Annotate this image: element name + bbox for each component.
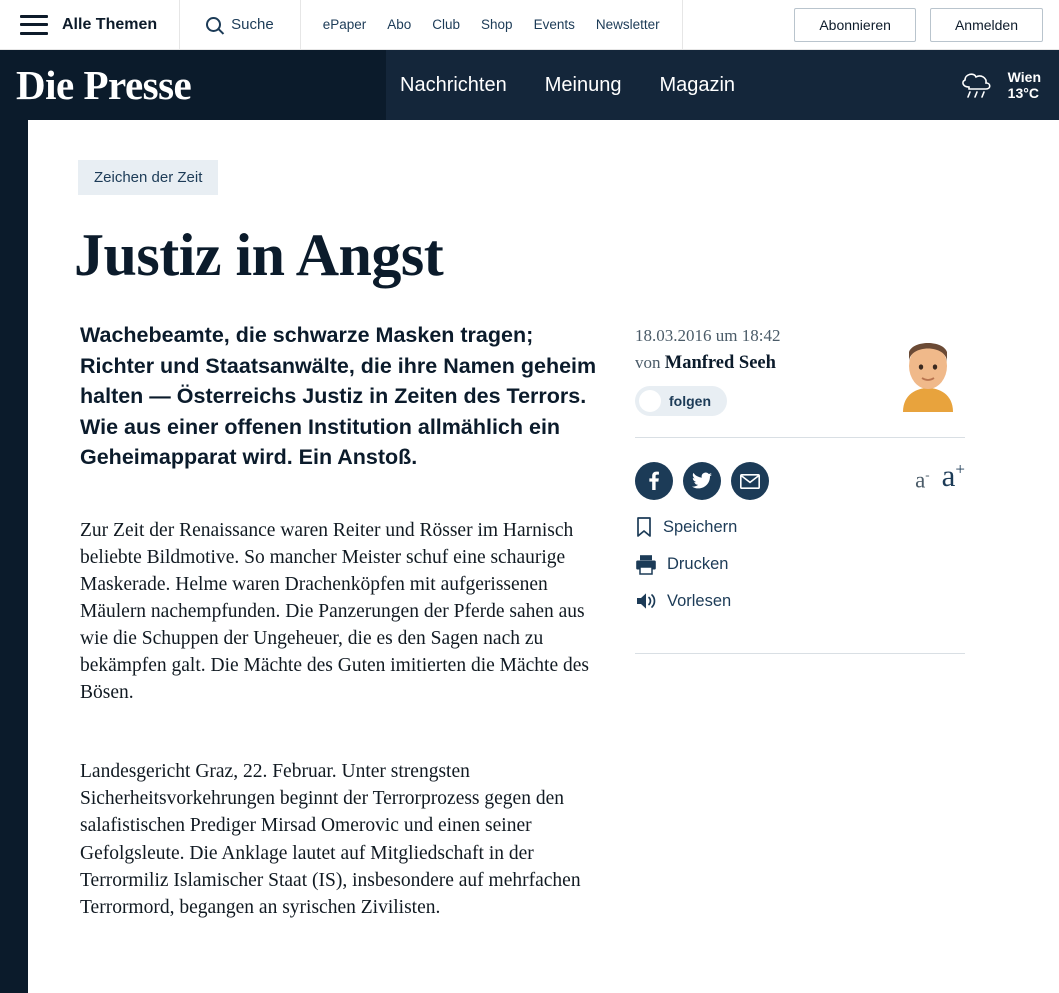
mail-share-button[interactable] bbox=[731, 462, 769, 500]
author-prefix: von bbox=[635, 353, 661, 372]
twitter-share-button[interactable] bbox=[683, 462, 721, 500]
weather-city: Wien bbox=[1007, 68, 1041, 85]
speaker-icon bbox=[635, 591, 657, 611]
nav-item-magazin[interactable]: Magazin bbox=[659, 73, 736, 96]
bookmark-icon bbox=[635, 516, 653, 538]
share-row bbox=[635, 438, 965, 500]
print-label: Drucken bbox=[667, 555, 729, 573]
utility-link-club[interactable]: Club bbox=[432, 17, 461, 32]
nav-item-meinung[interactable]: Meinung bbox=[544, 73, 622, 96]
twitter-icon bbox=[692, 472, 712, 490]
save-button[interactable] bbox=[635, 516, 965, 538]
logo-zone[interactable] bbox=[0, 50, 386, 120]
read-aloud-button[interactable] bbox=[635, 591, 965, 611]
read-aloud-label: Vorlesen bbox=[667, 591, 732, 610]
follow-author-toggle[interactable] bbox=[635, 386, 727, 416]
utility-link-events[interactable]: Events bbox=[533, 17, 575, 32]
article-paragraph: Zur Zeit der Renaissance waren Reiter und Rösser im Harnisch beliebte Bildmotive. So mancher Meister schuf eine schaurige Maskerade. Helme waren Drachenköpfen mit aufgerissenen Mäulern nachempfunden. Die Panzerungen der Pferde sahen aus wie die Schuppen der Ungeheuer, die es den Sagen nach zu bekämpfen galt. Die Mächte des Guten imitierten die Mächte des Bösen. bbox=[80, 519, 589, 704]
font-size-controls bbox=[915, 458, 965, 494]
main-navigation bbox=[386, 50, 958, 120]
site-logo[interactable]: Die Presse bbox=[16, 61, 192, 108]
all-topics-label: Alle Themen bbox=[62, 15, 158, 33]
left-rail bbox=[0, 120, 28, 993]
actions-divider bbox=[635, 653, 965, 654]
account-actions bbox=[683, 0, 1059, 49]
article-lead: Wachebeamte, die schwarze Masken tragen; Richter und Staatsanwälte, die ihre Namen geheim halten — Österreichs Justiz in Zeiten des Terrors. Wie aus einer offenen Institution allmählich ein Geheimapparat wird. Ein Anstoß. bbox=[80, 323, 597, 470]
facebook-share-button[interactable] bbox=[635, 462, 673, 500]
mail-icon bbox=[740, 474, 760, 489]
toggle-knob bbox=[639, 390, 661, 412]
search-button[interactable] bbox=[180, 0, 301, 49]
subscribe-button[interactable]: Abonnieren bbox=[794, 8, 916, 42]
search-label: Suche bbox=[231, 16, 274, 33]
page-title: Justiz in Angst bbox=[74, 222, 444, 288]
article-columns bbox=[28, 320, 1059, 940]
article-body bbox=[80, 517, 610, 921]
utility-link-shop[interactable]: Shop bbox=[481, 17, 513, 32]
utility-links bbox=[301, 0, 683, 49]
publish-date: 18.03.2016 um 18:42 bbox=[635, 326, 781, 345]
save-label: Speichern bbox=[663, 517, 738, 536]
font-increase-button[interactable]: a+ bbox=[941, 458, 965, 493]
page-body bbox=[0, 120, 1059, 993]
utility-link-newsletter[interactable]: Newsletter bbox=[595, 17, 660, 32]
weather-text bbox=[1008, 69, 1041, 101]
facebook-icon bbox=[644, 471, 664, 491]
utility-link-abo[interactable]: Abo bbox=[387, 17, 412, 32]
article-sidebar bbox=[635, 320, 965, 940]
nav-item-nachrichten[interactable]: Nachrichten bbox=[400, 73, 507, 96]
avatar bbox=[897, 336, 959, 412]
cloud-rain-icon bbox=[958, 69, 998, 101]
weather-temperature: 13°C bbox=[1007, 85, 1039, 101]
article-text-column bbox=[80, 320, 610, 940]
follow-label: folgen bbox=[669, 393, 711, 409]
article-content bbox=[28, 120, 1059, 993]
author-name[interactable]: Manfred Seeh bbox=[664, 353, 776, 373]
article-meta bbox=[635, 320, 965, 417]
printer-icon bbox=[635, 554, 657, 575]
all-topics-menu-button[interactable] bbox=[0, 0, 180, 49]
hamburger-icon[interactable] bbox=[20, 15, 48, 35]
top-utility-bar bbox=[0, 0, 1059, 50]
article-kicker[interactable]: Zeichen der Zeit bbox=[78, 160, 218, 195]
print-button[interactable] bbox=[635, 554, 965, 575]
weather-widget[interactable] bbox=[958, 50, 1059, 120]
search-icon[interactable] bbox=[206, 17, 221, 32]
masthead bbox=[0, 50, 1059, 120]
login-button[interactable]: Anmelden bbox=[930, 8, 1043, 42]
utility-link-epaper[interactable]: ePaper bbox=[322, 17, 367, 32]
article-actions bbox=[635, 516, 965, 633]
article-paragraph: Landesgericht Graz, 22. Februar. Unter strengsten Sicherheitsvorkehrungen beginnt der Terrorprozess gegen den salafistischen Prediger Mirsad Omerovic und einen seiner Gefolgsleute. Die Anklage lautet auf Mitgliedschaft in der Terrormiliz Islamischer Staat (IS), insbesondere auf mehrfachen Terrormord, begangen an syrischen Zivilisten. bbox=[80, 761, 581, 918]
font-decrease-button[interactable]: a- bbox=[915, 467, 930, 493]
